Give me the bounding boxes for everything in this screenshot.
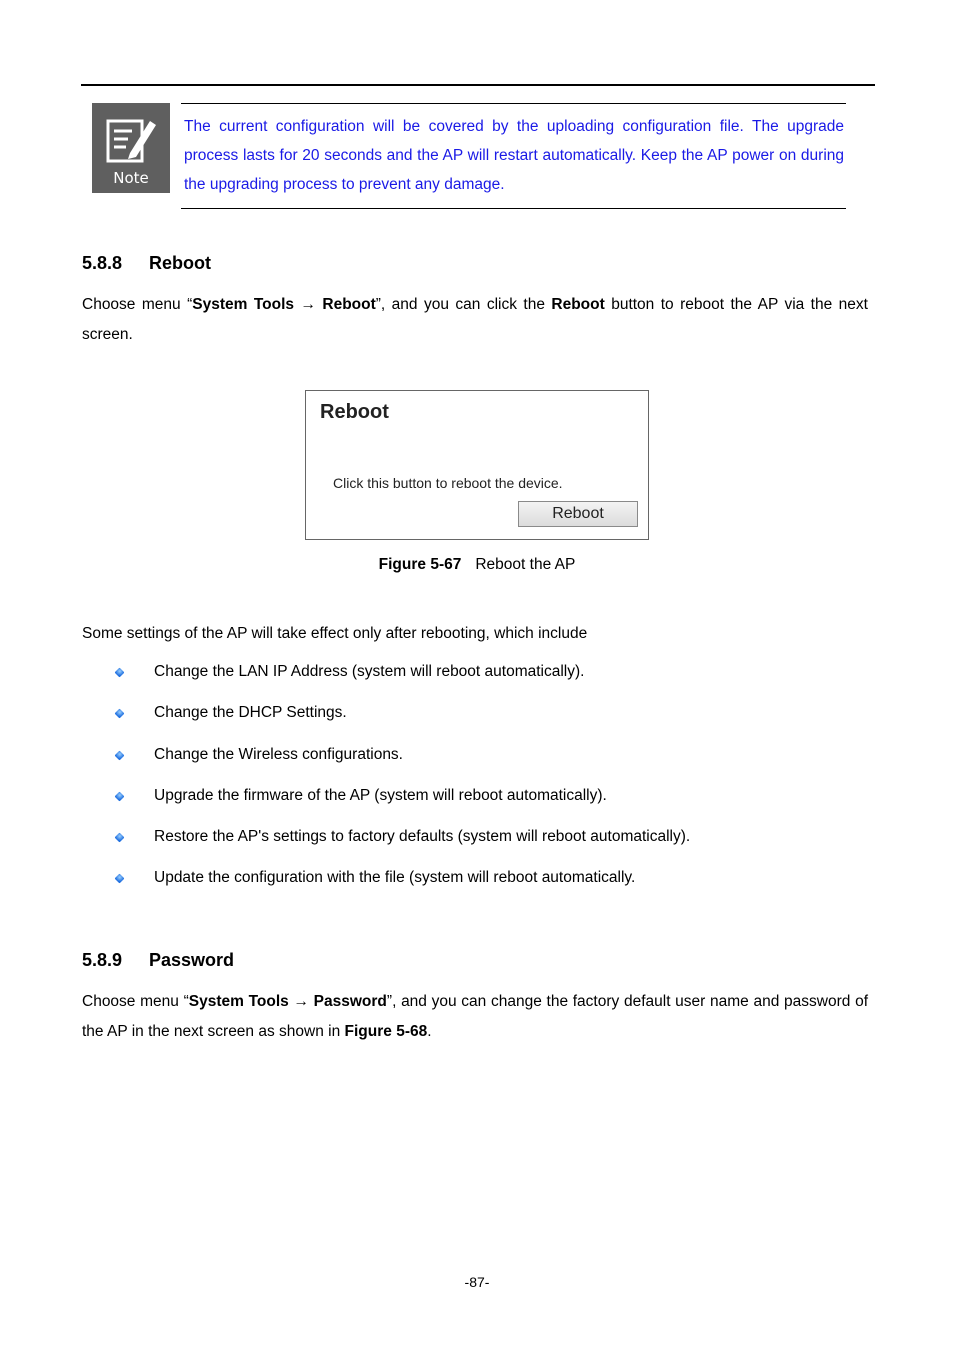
para-text: Choose menu “ [82, 296, 193, 313]
figure-caption [0, 556, 954, 574]
header-rule [81, 84, 875, 86]
list-item-text: Change the LAN IP Address (system will reboot automatically). [154, 663, 585, 680]
section-heading-reboot [82, 253, 211, 274]
password-paragraph [82, 987, 868, 1046]
caption-text: Reboot the AP [475, 556, 576, 573]
section-number: 5.8.8 [82, 253, 123, 273]
reboot-paragraph [82, 290, 868, 349]
list-item-text: Upgrade the firmware of the AP (system will reboot automatically). [154, 786, 607, 804]
bullet-icon [115, 709, 125, 719]
panel-title: Reboot [320, 401, 389, 423]
bullet-icon [115, 668, 125, 678]
para-text: ”, and you can click the [375, 296, 552, 313]
note-rule-bottom [181, 208, 846, 209]
panel-description: Click this button to reboot the device. [333, 475, 563, 491]
list-item-text: Change the DHCP Settings. [154, 704, 347, 722]
page-number: -87- [464, 1274, 490, 1290]
section-heading-password [82, 950, 234, 971]
para-text: ”, and you can change the factory default user name and password of the AP in the next screen as shown in [82, 993, 868, 1040]
menu-name: System Tools [192, 296, 294, 313]
list-item-text: Update the configuration with the file (system will reboot automatically. [154, 869, 636, 887]
bullet-icon [115, 833, 125, 843]
menu-name: Reboot [322, 296, 376, 313]
button-word: Reboot [551, 296, 605, 313]
menu-name: System Tools [188, 993, 289, 1010]
list-item [114, 698, 690, 739]
reboot-figure [305, 390, 649, 540]
list-item [114, 781, 690, 822]
section-title: Password [149, 950, 235, 970]
arrow-glyph: → [300, 296, 316, 313]
para-text: button to reboot the AP via the next screen. [82, 296, 868, 343]
list-item [114, 863, 690, 904]
reboot-button[interactable]: Reboot [518, 501, 638, 527]
figure-reference: Figure 5-68 [344, 1022, 428, 1040]
bullet-icon [115, 874, 125, 884]
note-text: The current configuration will be covered by the uploading configuration file. The upgrade process lasts for 20 seconds and the AP will restart automatically. Keep the AP power on during the upgrading process to prevent any damage. [184, 118, 844, 193]
note-rule-top [181, 103, 846, 104]
para-text: . [427, 1022, 432, 1040]
list-item [114, 657, 690, 698]
note-icon-label: Note [113, 169, 149, 187]
note-icon [92, 103, 170, 193]
menu-name: Password [313, 993, 387, 1010]
list-item-text: Change the Wireless configurations. [154, 745, 403, 763]
para-text: Choose menu “ [82, 993, 189, 1010]
list-item-text: Restore the AP's settings to factory defaults (system will reboot automatically). [154, 828, 691, 846]
bullet-icon [115, 791, 125, 801]
bullet-icon [115, 750, 125, 760]
bullet-list [114, 657, 690, 905]
pen-paper-icon [102, 113, 160, 169]
arrow-glyph: → [293, 993, 309, 1010]
section-number: 5.8.9 [82, 950, 123, 970]
list-item [114, 740, 690, 781]
intro-paragraph: Some settings of the AP will take effect only after rebooting, which include [82, 625, 588, 642]
section-title: Reboot [149, 253, 211, 273]
caption-label: Figure 5-67 [378, 556, 462, 573]
list-item [114, 822, 690, 863]
